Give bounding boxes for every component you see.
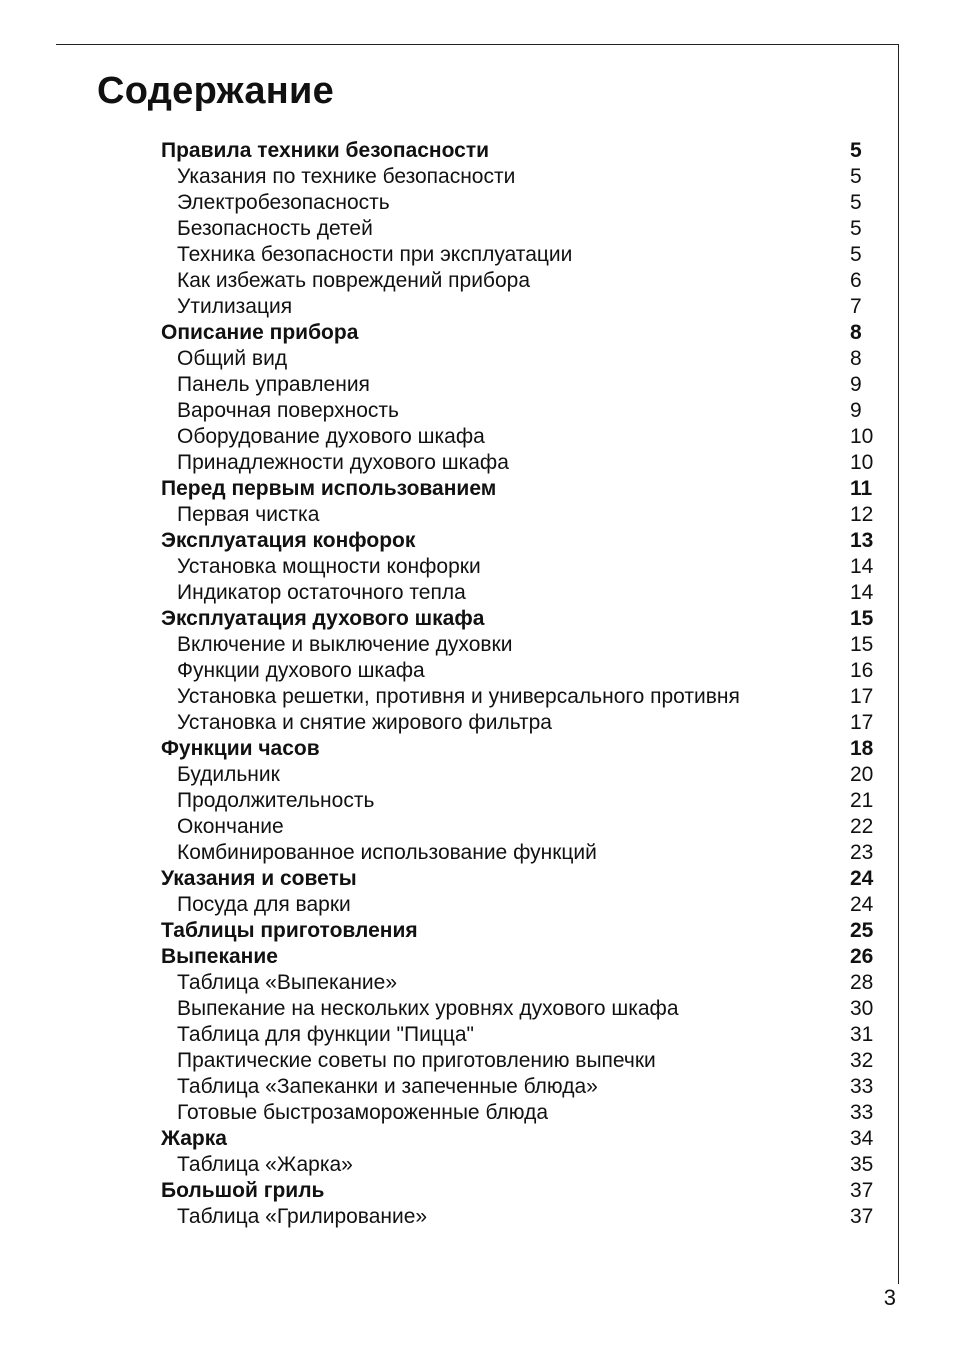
table-of-contents xyxy=(161,138,881,1230)
toc-entry-title: Установка мощности конфорки xyxy=(177,555,481,578)
toc-page-number: 25 xyxy=(850,919,874,942)
toc-page-number: 8 xyxy=(850,347,862,370)
toc-page-number: 33 xyxy=(850,1101,874,1124)
toc-section-row xyxy=(161,476,881,502)
toc-entry-title: Утилизация xyxy=(177,295,293,318)
toc-entry-title: Окончание xyxy=(177,815,284,838)
toc-entry-title: Электробезопасность xyxy=(177,191,390,214)
toc-section-row xyxy=(161,944,881,970)
toc-section-title: Жарка xyxy=(161,1127,227,1150)
toc-entry-title: Таблица «Жарка» xyxy=(177,1153,353,1176)
toc-page-number: 24 xyxy=(850,867,874,890)
toc-entry-title: Выпекание на нескольких уровнях духового шкафа xyxy=(177,997,679,1020)
toc-entry-row xyxy=(161,346,881,372)
toc-page-number: 6 xyxy=(850,269,862,292)
toc-entry-title: Таблица «Выпекание» xyxy=(177,971,398,994)
toc-page-number: 20 xyxy=(850,763,874,786)
toc-section-row xyxy=(161,528,881,554)
toc-section-row xyxy=(161,320,881,346)
toc-page-number: 15 xyxy=(850,607,874,630)
toc-section-row xyxy=(161,1178,881,1204)
toc-entry-title: Функции духового шкафа xyxy=(177,659,425,682)
toc-entry-row xyxy=(161,840,881,866)
toc-entry-row xyxy=(161,372,881,398)
toc-entry-row xyxy=(161,1074,881,1100)
toc-section-title: Указания и советы xyxy=(161,867,357,890)
toc-page-number: 26 xyxy=(850,945,874,968)
toc-page-number: 16 xyxy=(850,659,874,682)
toc-entry-row xyxy=(161,788,881,814)
toc-page-number: 35 xyxy=(850,1153,874,1176)
toc-page-number: 9 xyxy=(850,399,862,422)
toc-page-number: 32 xyxy=(850,1049,874,1072)
toc-entry-title: Таблица для функции "Пицца" xyxy=(177,1023,475,1046)
toc-page-number: 24 xyxy=(850,893,874,916)
toc-page-number: 15 xyxy=(850,633,874,656)
toc-entry-title: Практические советы по приготовлению выпечки xyxy=(177,1049,656,1072)
toc-entry-row xyxy=(161,710,881,736)
toc-entry-title: Установка решетки, противня и универсального противня xyxy=(177,685,740,708)
toc-page-number: 10 xyxy=(850,451,874,474)
toc-section-title: Выпекание xyxy=(161,945,278,968)
toc-entry-row xyxy=(161,268,881,294)
toc-page-number: 10 xyxy=(850,425,874,448)
toc-page-number: 14 xyxy=(850,581,874,604)
toc-entry-title: Продолжительность xyxy=(177,789,375,812)
toc-entry-row xyxy=(161,450,881,476)
toc-entry-title: Комбинированное использование функций xyxy=(177,841,597,864)
toc-page-number: 12 xyxy=(850,503,874,526)
toc-page-number: 17 xyxy=(850,711,874,734)
toc-page-number: 5 xyxy=(850,191,862,214)
toc-page-number: 5 xyxy=(850,243,862,266)
toc-page-number: 33 xyxy=(850,1075,874,1098)
toc-entry-title: Готовые быстрозамороженные блюда xyxy=(177,1101,549,1124)
toc-entry-title: Индикатор остаточного тепла xyxy=(177,581,466,604)
toc-entry-row xyxy=(161,892,881,918)
toc-entry-title: Будильник xyxy=(177,763,280,786)
right-rule xyxy=(898,44,899,1284)
top-rule xyxy=(56,44,899,45)
toc-section-title: Большой гриль xyxy=(161,1179,325,1202)
toc-entry-title: Первая чистка xyxy=(177,503,320,526)
toc-page-number: 5 xyxy=(850,217,862,240)
toc-page-number: 18 xyxy=(850,737,874,760)
toc-entry-row xyxy=(161,684,881,710)
toc-entry-row xyxy=(161,502,881,528)
toc-entry-row xyxy=(161,1152,881,1178)
toc-entry-row xyxy=(161,1022,881,1048)
toc-entry-row xyxy=(161,1100,881,1126)
toc-entry-row xyxy=(161,242,881,268)
toc-section-title: Описание прибора xyxy=(161,321,359,344)
toc-entry-row xyxy=(161,190,881,216)
toc-page-number: 14 xyxy=(850,555,874,578)
toc-entry-row xyxy=(161,398,881,424)
toc-entry-title: Установка и снятие жирового фильтра xyxy=(177,711,552,734)
toc-page-number: 34 xyxy=(850,1127,874,1150)
toc-entry-title: Оборудование духового шкафа xyxy=(177,425,485,448)
toc-entry-row xyxy=(161,658,881,684)
page-title: Содержание xyxy=(97,70,335,112)
toc-section-row xyxy=(161,606,881,632)
toc-entry-title: Таблица «Запеканки и запеченные блюда» xyxy=(177,1075,598,1098)
toc-entry-title: Как избежать повреждений прибора xyxy=(177,269,531,292)
toc-entry-title: Безопасность детей xyxy=(177,217,373,240)
toc-section-row xyxy=(161,1126,881,1152)
toc-section-row xyxy=(161,918,881,944)
toc-entry-title: Техника безопасности при эксплуатации xyxy=(177,243,573,266)
toc-entry-title: Указания по технике безопасности xyxy=(177,165,516,188)
toc-section-row xyxy=(161,138,881,164)
toc-page-number: 9 xyxy=(850,373,862,396)
toc-entry-row xyxy=(161,216,881,242)
toc-page-number: 31 xyxy=(850,1023,874,1046)
toc-entry-row xyxy=(161,294,881,320)
toc-page-number: 37 xyxy=(850,1179,874,1202)
toc-section-row xyxy=(161,866,881,892)
toc-entry-title: Панель управления xyxy=(177,373,370,396)
page-number: 3 xyxy=(883,1285,896,1310)
toc-section-title: Функции часов xyxy=(161,737,320,760)
toc-entry-row xyxy=(161,1048,881,1074)
toc-page-number: 21 xyxy=(850,789,874,812)
toc-page-number: 30 xyxy=(850,997,874,1020)
toc-page-number: 28 xyxy=(850,971,874,994)
toc-entry-row xyxy=(161,580,881,606)
toc-section-title: Эксплуатация духового шкафа xyxy=(161,607,485,630)
toc-page-number: 22 xyxy=(850,815,874,838)
toc-entry-row xyxy=(161,164,881,190)
toc-section-title: Перед первым использованием xyxy=(161,477,497,500)
toc-section-title: Правила техники безопасности xyxy=(161,139,490,162)
toc-page-number: 37 xyxy=(850,1205,874,1228)
toc-page-number: 23 xyxy=(850,841,874,864)
toc-page-number: 5 xyxy=(850,139,862,162)
toc-entry-title: Таблица «Грилирование» xyxy=(177,1205,428,1228)
toc-entry-row xyxy=(161,424,881,450)
toc-entry-title: Принадлежности духового шкафа xyxy=(177,451,509,474)
toc-entry-row xyxy=(161,554,881,580)
toc-entry-title: Посуда для варки xyxy=(177,893,351,916)
toc-entry-row xyxy=(161,814,881,840)
toc-page-number: 17 xyxy=(850,685,874,708)
toc-entry-row xyxy=(161,632,881,658)
toc-entry-row xyxy=(161,762,881,788)
toc-entry-title: Варочная поверхность xyxy=(177,399,399,422)
toc-section-title: Таблицы приготовления xyxy=(161,919,418,942)
toc-entry-title: Включение и выключение духовки xyxy=(177,633,513,656)
toc-entry-title: Общий вид xyxy=(177,347,288,370)
toc-section-title: Эксплуатация конфорок xyxy=(161,529,416,552)
toc-page-number: 13 xyxy=(850,529,874,552)
toc-entry-row xyxy=(161,996,881,1022)
toc-page-number: 7 xyxy=(850,295,862,318)
toc-section-row xyxy=(161,736,881,762)
toc-page-number: 8 xyxy=(850,321,862,344)
toc-page-number: 11 xyxy=(850,477,873,500)
toc-page-number: 5 xyxy=(850,165,862,188)
toc-entry-row xyxy=(161,1204,881,1230)
toc-entry-row xyxy=(161,970,881,996)
